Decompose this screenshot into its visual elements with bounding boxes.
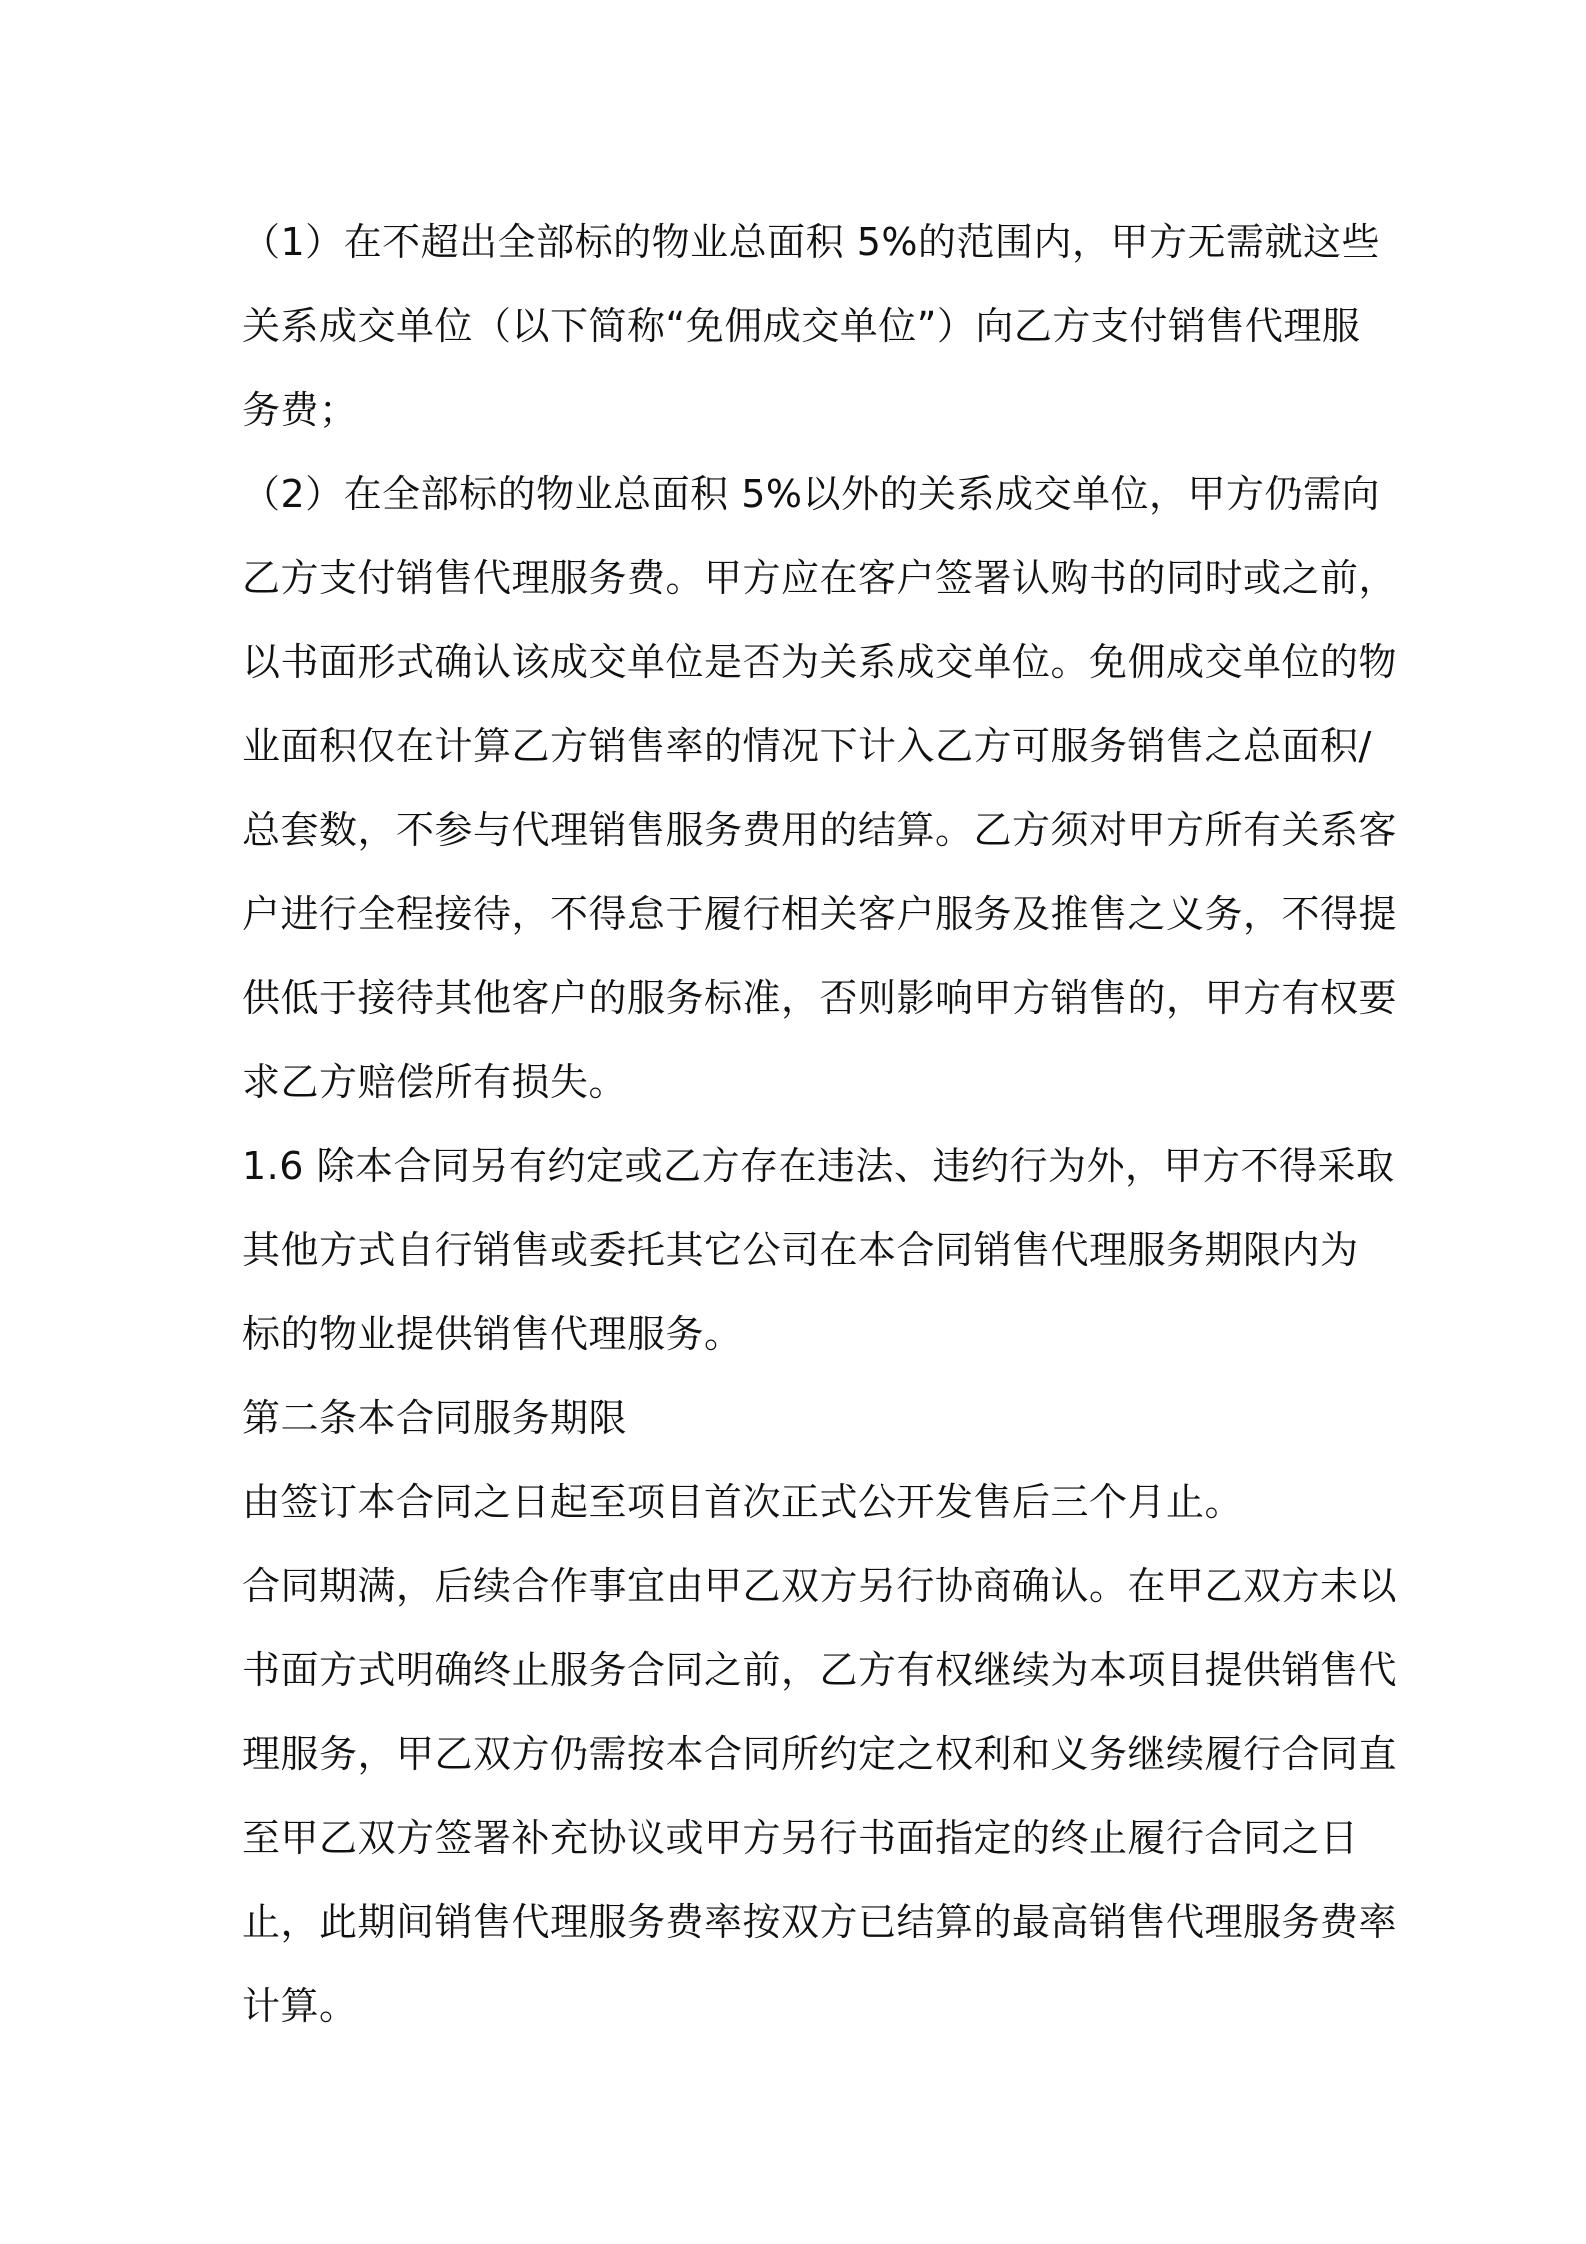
text-line: 乙方支付销售代理服务费。甲方应在客户签署认购书的同时或之前， [242, 556, 1398, 600]
document-body [242, 200, 1398, 2048]
text-line: 书面方式明确终止服务合同之前，乙方有权继续为本项目提供销售代 [242, 1648, 1398, 1692]
text-line: 业面积仅在计算乙方销售率的情况下计入乙方可服务销售之总面积/ [242, 724, 1372, 768]
text-line: 求乙方赔偿所有损失。 [242, 1060, 628, 1104]
text-line: 户进行全程接待，不得怠于履行相关客户服务及推售之义务，不得提 [242, 892, 1398, 936]
text-line: 总套数，不参与代理销售服务费用的结算。乙方须对甲方所有关系客 [242, 808, 1398, 852]
text-line: 止，此期间销售代理服务费率按双方已结算的最高销售代理服务费率 [242, 1900, 1398, 1944]
text-line: 1.6 除本合同另有约定或乙方存在违法、违约行为外，甲方不得采取 [242, 1144, 1395, 1188]
text-line: 其他方式自行销售或委托其它公司在本合同销售代理服务期限内为 [242, 1228, 1359, 1272]
text-line: （1）在不超出全部标的物业总面积 5%的范围内，甲方无需就这些 [242, 220, 1381, 264]
text-line: 至甲乙双方签署补充协议或甲方另行书面指定的终止履行合同之日 [242, 1816, 1359, 1860]
text-line: 以书面形式确认该成交单位是否为关系成交单位。免佣成交单位的物 [242, 640, 1398, 684]
section-heading: 第二条本合同服务期限 [242, 1396, 628, 1440]
text-line: 合同期满，后续合作事宜由甲乙双方另行协商确认。在甲乙双方未以 [242, 1564, 1398, 1608]
text-line: 由签订本合同之日起至项目首次正式公开发售后三个月止。 [242, 1480, 1244, 1524]
text-line: 标的物业提供销售代理服务。 [242, 1312, 743, 1356]
text-line: 务费； [242, 388, 358, 432]
text-line: 计算。 [242, 1984, 358, 2028]
text-line: 供低于接待其他客户的服务标准，否则影响甲方销售的，甲方有权要 [242, 976, 1398, 1020]
text-line: （2）在全部标的物业总面积 5%以外的关系成交单位，甲方仍需向 [242, 472, 1381, 516]
text-line: 关系成交单位（以下简称“免佣成交单位”）向乙方支付销售代理服 [242, 304, 1361, 348]
text-line: 理服务，甲乙双方仍需按本合同所约定之权利和义务继续履行合同直 [242, 1732, 1398, 1776]
